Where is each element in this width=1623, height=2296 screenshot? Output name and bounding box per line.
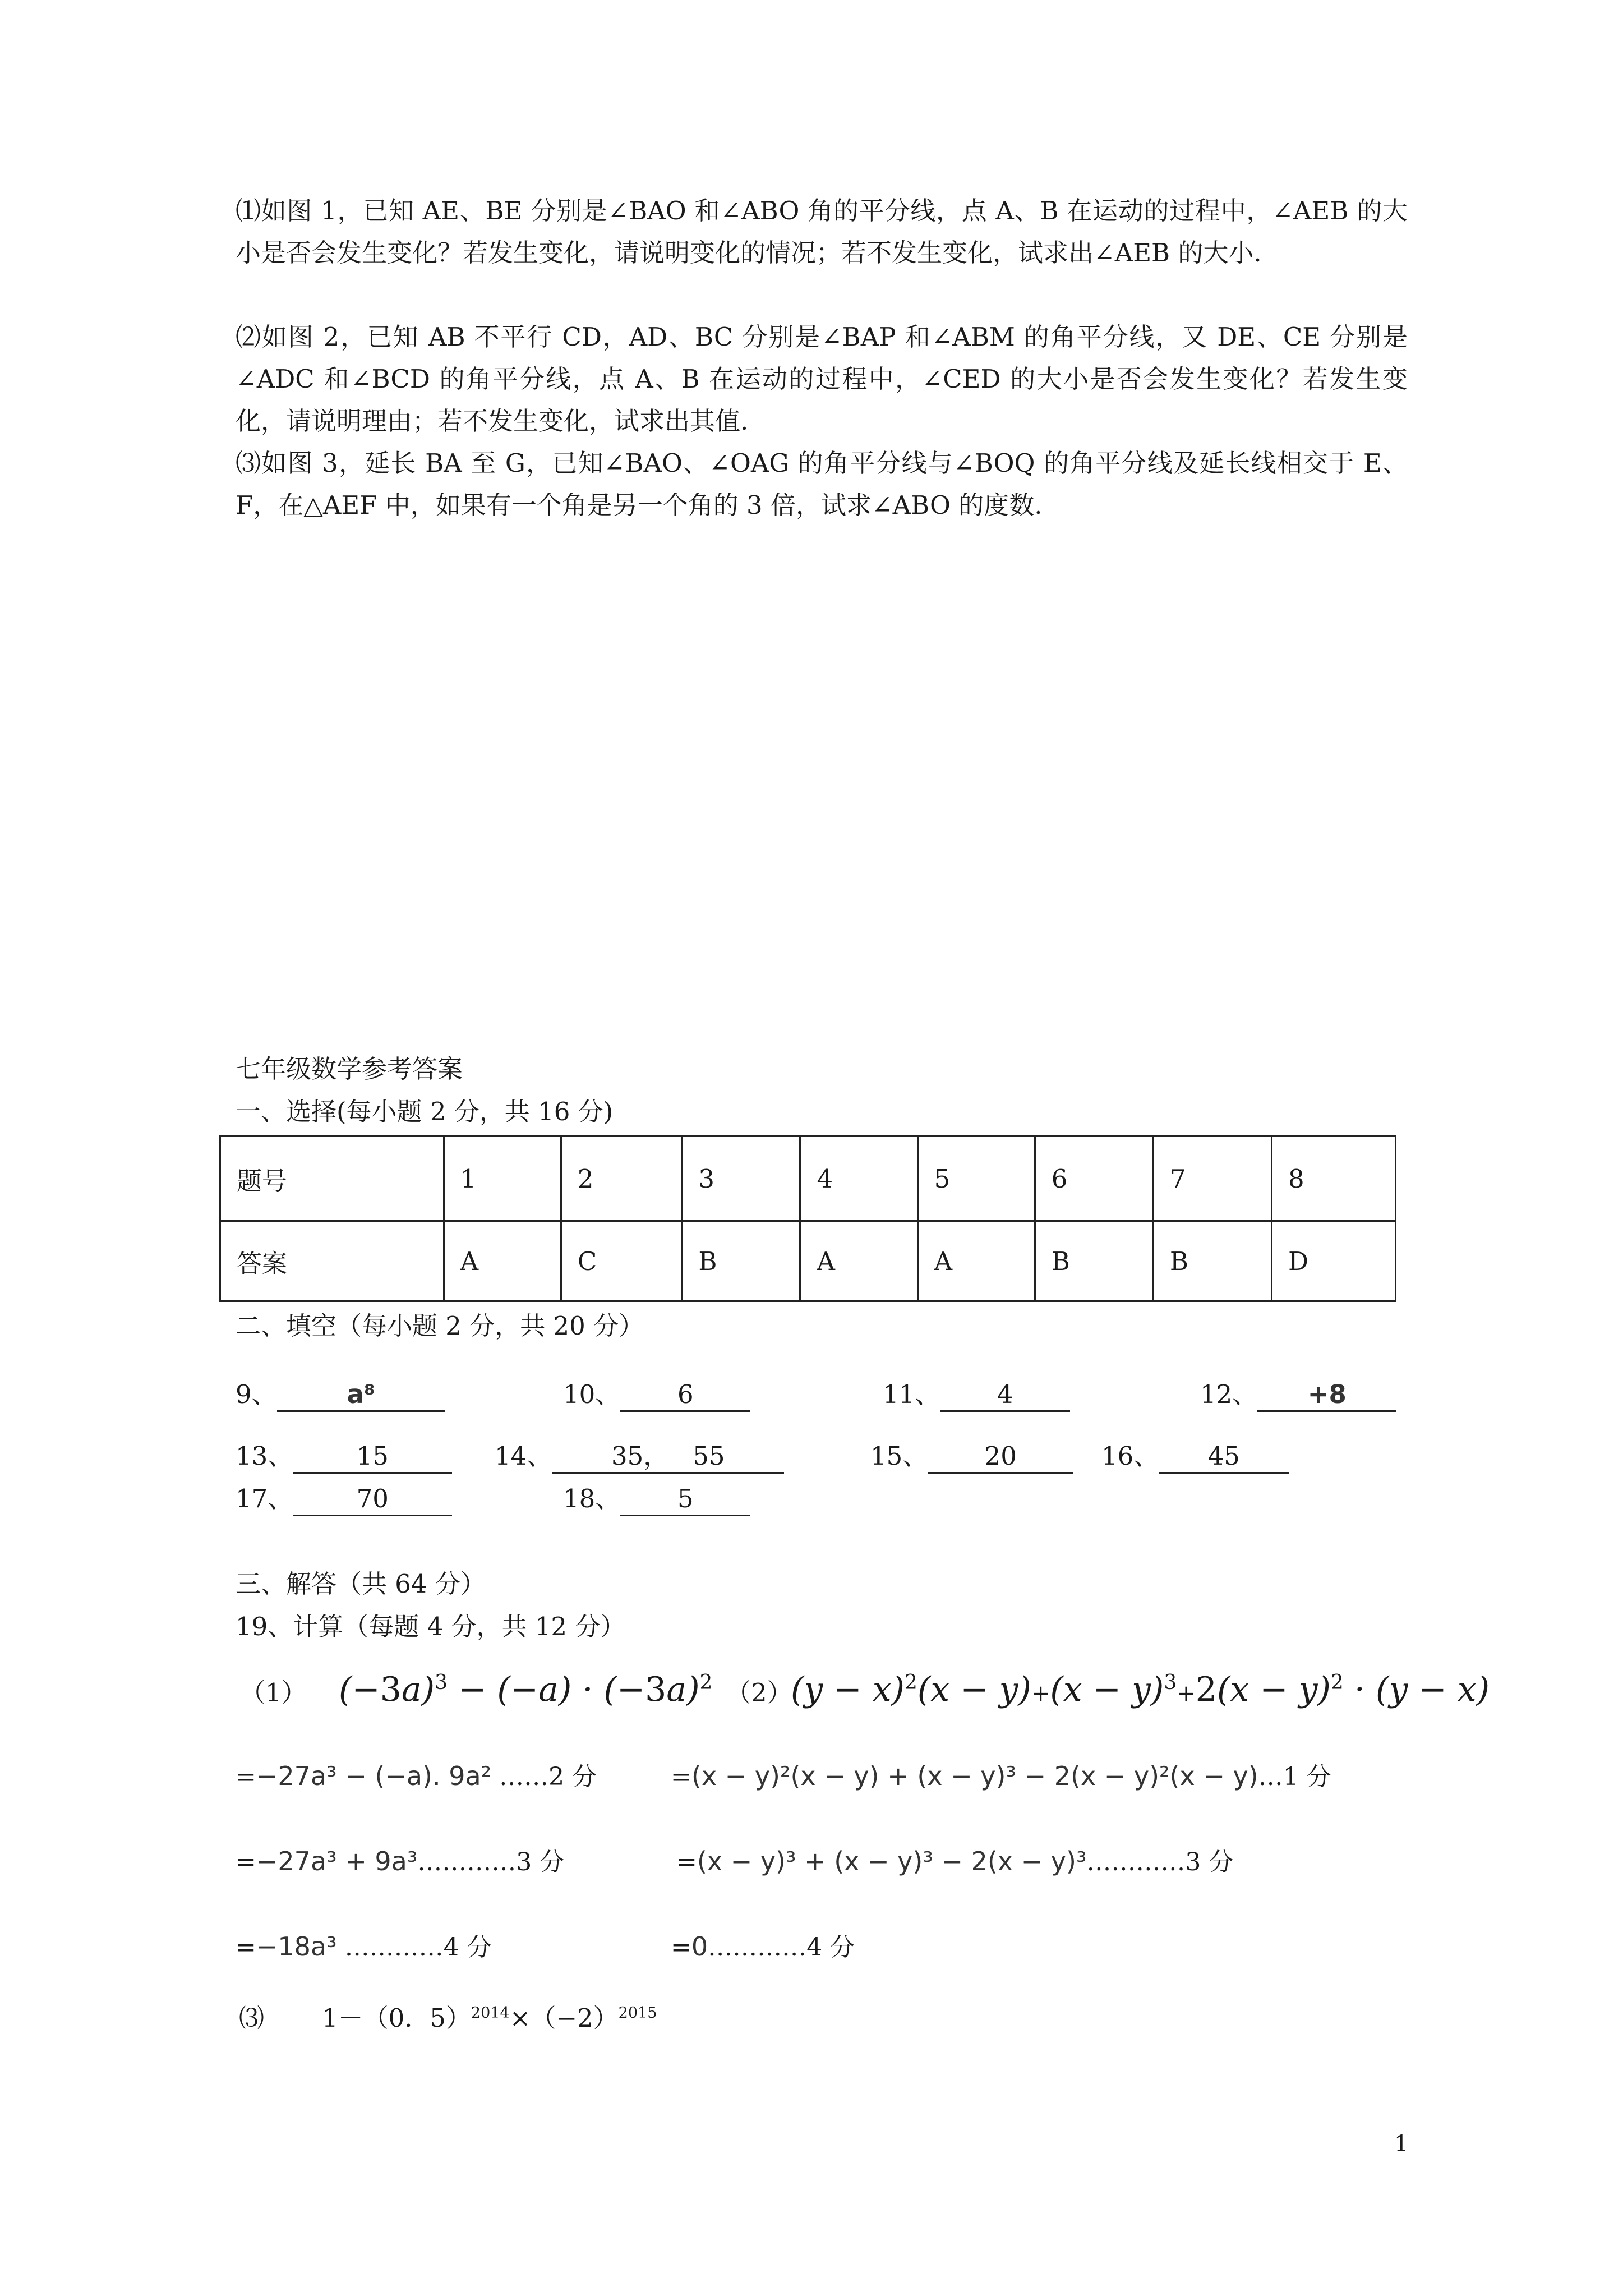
table-cell: 3 (682, 1137, 800, 1221)
part-2-label: （2） (726, 1678, 792, 1708)
step-prefix: = (236, 1933, 256, 1962)
table-row (220, 1137, 1396, 1221)
step-math: −18a³ (256, 1931, 337, 1962)
expr-mid: ×（−2） (509, 2003, 619, 2033)
table-cell: 8 (1271, 1137, 1395, 1221)
step-score: 3 分 (1185, 1848, 1234, 1876)
item-number: 16、 (1101, 1441, 1159, 1471)
step-math: 0 (691, 1931, 708, 1962)
part-1-label: （1） (240, 1678, 307, 1708)
table-header-cell: 题号 (220, 1137, 444, 1221)
section-1-heading: 一、选择(每小题 2 分，共 16 分) (236, 1097, 614, 1126)
answer-blank: 35， 55 (552, 1441, 784, 1474)
table-cell: 7 (1153, 1137, 1271, 1221)
part-2-expression: $(y - x)^2(x - y)+(x - y)^3+2(x - y)^2 \cdot (y - x)$ (791, 1670, 1490, 1709)
fill-item-10 (563, 1378, 750, 1412)
step-prefix: = (671, 1763, 691, 1791)
step-math: −27a³ + 9a³ (256, 1846, 418, 1876)
answer-blank: a⁸ (277, 1379, 445, 1412)
part-2-step-2 (676, 1844, 1233, 1879)
answer-blank: 6 (620, 1379, 750, 1412)
part-1-step-1 (236, 1759, 597, 1794)
step-prefix: = (236, 1848, 256, 1876)
answer-key-title: 七年级数学参考答案 (236, 1054, 463, 1084)
step-score: 1 分 (1283, 1763, 1331, 1791)
step-math: (x − y)²(x − y) + (x − y)³ − 2(x − y)²(x − y) (691, 1761, 1258, 1791)
item-number: 12、 (1200, 1379, 1258, 1409)
table-cell: A (917, 1221, 1035, 1301)
step-math: (x − y)³ + (x − y)³ − 2(x − y)³ (697, 1846, 1087, 1876)
fill-item-15 (870, 1439, 1073, 1474)
question-part-1: ⑴如图 1，已知 AE、BE 分别是∠BAO 和∠ABO 角的平分线，点 A、B 在运动的过程中，∠AEB 的大小是否会发生变化？若发生变化，请说明变化的情况；若不发生变化，试求出∠AEB 的大小. (236, 196, 1408, 268)
fill-item-13 (236, 1439, 452, 1474)
table-cell: B (1153, 1221, 1271, 1301)
answer-blank: 4 (940, 1379, 1070, 1412)
step-score: 4 分 (806, 1933, 855, 1962)
fill-item-9 (236, 1378, 445, 1412)
table-row (220, 1221, 1396, 1301)
part-2-step-3 (671, 1930, 855, 1964)
answer-blank: 45 (1159, 1441, 1289, 1474)
section-2-heading: 二、填空（每小题 2 分，共 20 分） (236, 1311, 644, 1341)
part-1-step-3 (236, 1930, 492, 1964)
answer-blank: 70 (293, 1483, 452, 1516)
table-cell: C (561, 1221, 682, 1301)
table-cell: 4 (800, 1137, 917, 1221)
part-2-step-1 (671, 1759, 1331, 1794)
page-number: 1 (1394, 2131, 1409, 2157)
table-cell: B (682, 1221, 800, 1301)
item-number: 9、 (236, 1379, 277, 1409)
table-cell: B (1035, 1221, 1153, 1301)
step-prefix: = (236, 1763, 256, 1791)
answer-blank: +8 (1257, 1379, 1396, 1412)
answer-blank: 20 (928, 1441, 1073, 1474)
step-prefix: = (676, 1848, 697, 1876)
question-19-heading: 19、计算（每题 4 分，共 12 分） (236, 1612, 626, 1641)
step-score: 4 分 (443, 1933, 492, 1962)
step-dots: ………… (336, 1933, 444, 1962)
part-3-label: ⑶ (239, 2003, 265, 2033)
item-number: 15、 (870, 1441, 928, 1471)
item-number: 17、 (236, 1484, 293, 1513)
step-dots: … (1258, 1763, 1283, 1791)
answer-blank: 5 (620, 1483, 750, 1516)
question-part-3: ⑶如图 3，延长 BA 至 G，已知∠BAO、∠OAG 的角平分线与∠BOQ 的角平分线及延长线相交于 E、F，在△AEF 中，如果有一个角是另一个角的 3 倍，试求∠ABO 的度数. (236, 448, 1408, 520)
expr-base: 1－（0．5） (322, 2003, 471, 2033)
step-dots: …… (491, 1763, 549, 1791)
fill-item-17 (236, 1482, 452, 1516)
fill-item-18 (563, 1482, 750, 1516)
part-1-expression: $(-3a)^3 - (-a) \cdot (-3a)^2$ (339, 1670, 713, 1709)
step-math: −27a³ − (−a). 9a² (256, 1761, 492, 1791)
item-number: 18、 (563, 1484, 621, 1513)
step-dots: ………… (417, 1848, 517, 1876)
table-header-cell: 答案 (220, 1221, 444, 1301)
fill-item-14 (495, 1439, 784, 1474)
fill-item-16 (1101, 1439, 1289, 1474)
expr-exponent: 2015 (618, 2004, 657, 2022)
fill-item-12 (1200, 1378, 1396, 1412)
table-cell: 5 (917, 1137, 1035, 1221)
part-1-step-2 (236, 1844, 564, 1879)
choice-answer-table (219, 1135, 1396, 1302)
step-dots: ………… (1086, 1848, 1186, 1876)
item-number: 10、 (563, 1379, 621, 1409)
part-3-expression (322, 2001, 657, 2035)
fill-item-11 (883, 1378, 1070, 1412)
item-number: 11、 (883, 1379, 940, 1409)
table-cell: 1 (444, 1137, 561, 1221)
answer-blank: 15 (293, 1441, 452, 1474)
table-cell: 2 (561, 1137, 682, 1221)
step-prefix: = (671, 1933, 691, 1962)
step-score: 2 分 (548, 1763, 597, 1791)
step-dots: ………… (708, 1933, 807, 1962)
item-number: 14、 (495, 1441, 552, 1471)
question-part-2: ⑵如图 2，已知 AB 不平行 CD，AD、BC 分别是∠BAP 和∠ABM 的角平分线，又 DE、CE 分别是∠ADC 和∠BCD 的角平分线，点 A、B 在运动的过程中，∠CED 的大小是否会发生变化？若发生变化，请说明理由；若不发生变化，试求出其值. (236, 322, 1408, 436)
section-3-heading: 三、解答（共 64 分） (236, 1569, 486, 1599)
step-score: 3 分 (516, 1848, 565, 1876)
table-cell: 6 (1035, 1137, 1153, 1221)
item-number: 13、 (236, 1441, 293, 1471)
table-cell: D (1271, 1221, 1395, 1301)
expr-exponent: 2014 (471, 2004, 510, 2022)
table-cell: A (800, 1221, 917, 1301)
table-cell: A (444, 1221, 561, 1301)
